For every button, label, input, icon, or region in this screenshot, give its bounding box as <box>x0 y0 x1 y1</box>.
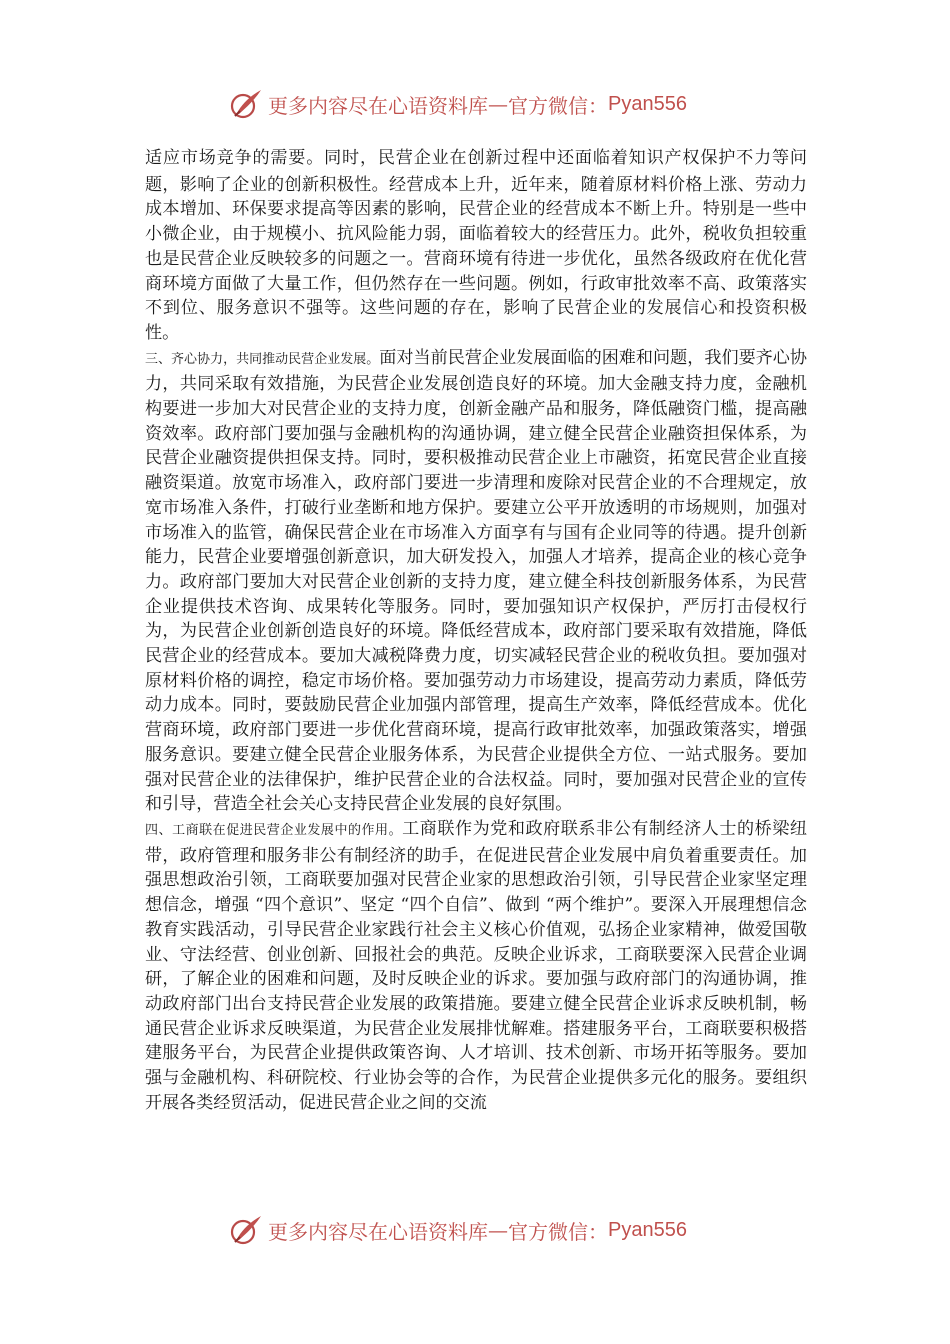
quill-logo-icon <box>228 1212 264 1248</box>
banner-separator: — <box>488 1218 508 1242</box>
header-banner <box>228 84 748 124</box>
paragraph-body: 工商联作为党和政府联系非公有制经济人士的桥梁纽带，政府管理和服务非公有制经济的助手，在促进民营企业发展中肩负着重要责任。加强思想政治引领，工商联要加强对民营企业家的思想政治引领，引导民营企业家坚定理想信念，增强 “四个意识”、坚定 “四个自信”、做到 “两个维护”。要深入开展理想信念教育实践活动，引导民营企业家践行社会主义核心价值观，弘扬企业家精神，做爱国敬业、守法经营、创业创新、回报社会的典范。反映企业诉求，工商联要深入民营企业调研，了解企业的困难和问题，及时反映企业的诉求。要加强与政府部门的沟通协调，推动政府部门出台支持民营企业发展的政策措施。要建立健全民营企业诉求反映机制，畅通民营企业诉求反映渠道，为民营企业发展排忧解难。搭建服务平台，工商联要积极搭建服务平台，为民营企业提供政策咨询、人才培训、技术创新、市场开拓等服务。要加强与金融机构、科研院校、行业协会等的合作，为民营企业提供多元化的服务。要组织开展各类经贸活动，促进民营企业之间的交流 <box>145 818 807 1113</box>
paragraph <box>145 817 807 1115</box>
banner-wechat-label: 官方微信： <box>508 93 608 118</box>
section-heading: 三、齐心协力，共同推动民营企业发展。 <box>145 351 380 367</box>
banner-text: 更多内容尽在心语资料库 <box>268 93 488 118</box>
banner-separator: — <box>488 92 508 116</box>
banner-wechat-id: Pyan556 <box>608 92 687 115</box>
footer-banner <box>228 1210 748 1250</box>
banner-text: 更多内容尽在心语资料库 <box>268 1219 488 1244</box>
quill-logo-icon <box>228 86 264 122</box>
banner-wechat-label: 官方微信： <box>508 1219 608 1244</box>
section-heading: 四、工商联在促进民营企业发展中的作用。 <box>145 822 403 838</box>
document-body <box>145 146 807 1115</box>
paragraph <box>145 346 807 817</box>
paragraph-body: 面对当前民营企业发展面临的困难和问题，我们要齐心协力，共同采取有效措施，为民营企业发展创造良好的环境。加大金融支持力度，金融机构要进一步加大对民营企业的支持力度，创新金融产品和服务，降低融资门槛，提高融资效率。政府部门要加强与金融机构的沟通协调，建立健全民营企业融资担保体系，为民营企业融资提供担保支持。同时，要积极推动民营企业上市融资，拓宽民营企业直接融资渠道。放宽市场准入，政府部门要进一步清理和废除对民营企业的不合理规定，放宽市场准入条件，打破行业垄断和地方保护。要建立公平开放透明的市场规则，加强对市场准入的监管，确保民营企业在市场准入方面享有与国有企业同等的待遇。提升创新能力，民营企业要增强创新意识，加大研发投入，加强人才培养，提高企业的核心竞争力。政府部门要加大对民营企业创新的支持力度，建立健全科技创新服务体系，为民营企业提供技术咨询、成果转化等服务。同时，要加强知识产权保护，严厉打击侵权行为，为民营企业创新创造良好的环境。降低经营成本，政府部门要采取有效措施，降低民营企业的经营成本。要加大减税降费力度，切实减轻民营企业的税收负担。要加强对原材料价格的调控，稳定市场价格。要加强劳动力市场建设，提高劳动力素质，降低劳动力成本。同时，要鼓励民营企业加强内部管理，提高生产效率，降低经营成本。优化营商环境，政府部门要进一步优化营商环境，提高行政审批效率，加强政策落实，增强服务意识。要建立健全民营企业服务体系，为民营企业提供全方位、一站式服务。要加强对民营企业的法律保护，维护民营企业的合法权益。同时，要加强对民营企业的宣传和引导，营造全社会关心支持民营企业发展的良好氛围。 <box>145 347 807 815</box>
paragraph <box>145 146 807 346</box>
banner-wechat-id: Pyan556 <box>608 1218 687 1241</box>
paragraph-body: 适应市场竞争的需要。同时，民营企业在创新过程中还面临着知识产权保护不力等问题，影响了企业的创新积极性。经营成本上升，近年来，随着原材料价格上涨、劳动力成本增加、环保要求提高等因素的影响，民营企业的经营成本不断上升。特别是一些中小微企业，由于规模小、抗风险能力弱，面临着较大的经营压力。此外，税收负担较重也是民营企业反映较多的问题之一。营商环境有待进一步优化，虽然各级政府在优化营商环境方面做了大量工作，但仍然存在一些问题。例如，行政审批效率不高、政策落实不到位、服务意识不强等。这些问题的存在，影响了民营企业的发展信心和投资积极性。 <box>145 148 807 343</box>
